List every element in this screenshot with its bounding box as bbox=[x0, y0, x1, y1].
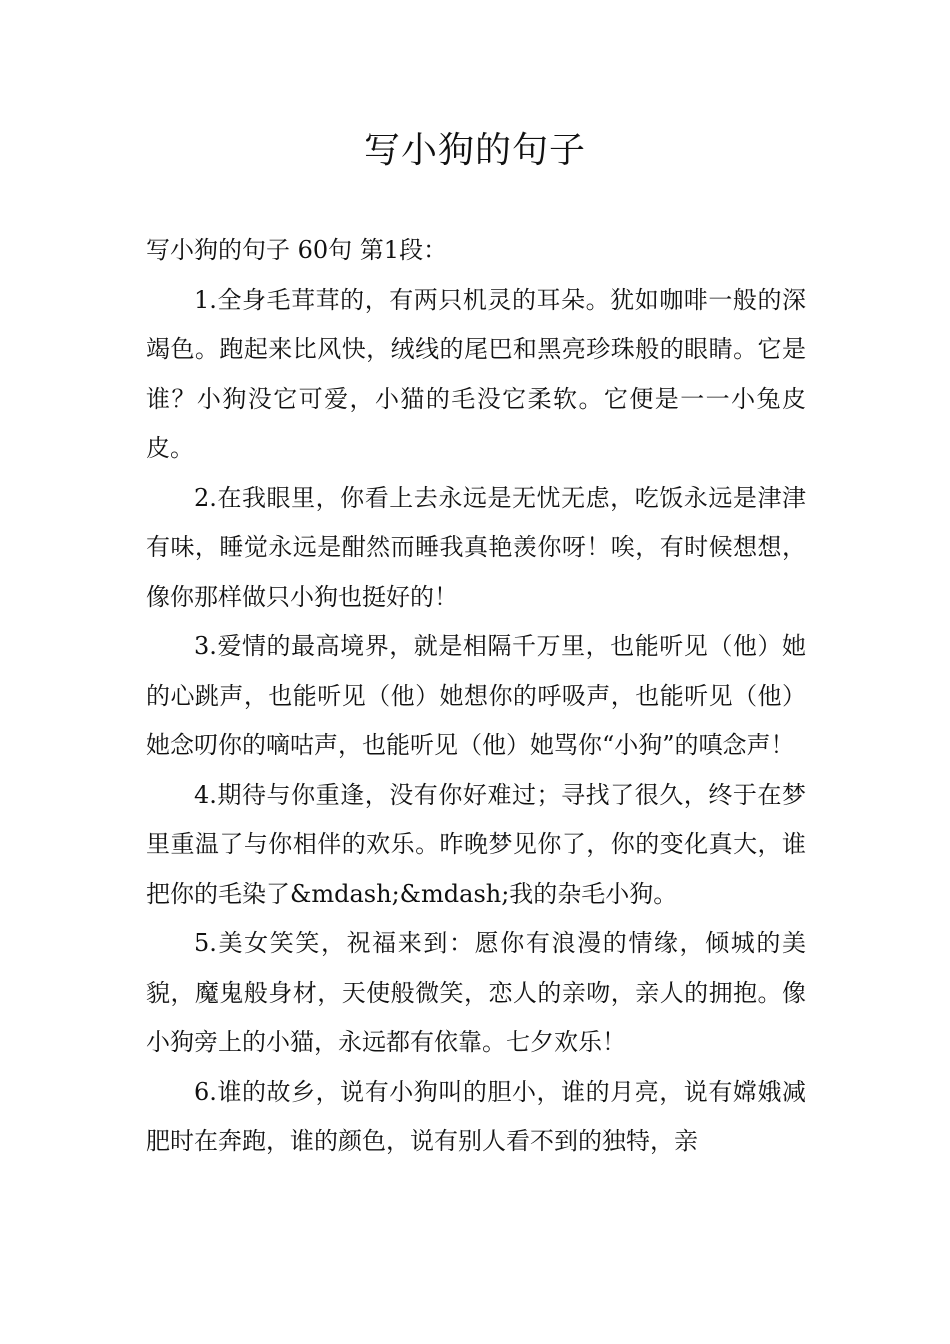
section-heading: 写小狗的句子 60句 第1段： bbox=[146, 236, 448, 264]
paragraph-6: 6.谁的故乡，说有小狗叫的胆小，谁的月亮，说有嫦娥减肥时在奔跑，谁的颜色，说有别人看不到的独特，亲 bbox=[146, 1077, 806, 1155]
document-title: 写小狗的句子 bbox=[363, 130, 586, 171]
document-body bbox=[146, 226, 806, 1167]
paragraph-2: 2.在我眼里，你看上去永远是无忧无虑，吃饭永远是津津有味，睡觉永远是酣然而睡我真艳羡你呀！唉，有时候想想，像你那样做只小狗也挺好的！ bbox=[146, 483, 806, 611]
paragraph-4: 4.期待与你重逢，没有你好难过；寻找了很久，终于在梦里重温了与你相伴的欢乐。昨晚梦见你了，你的变化真大，谁把你的毛染了&mdash;&mdash;我的杂毛小狗。 bbox=[146, 780, 806, 908]
paragraph-1: 1.全身毛茸茸的，有两只机灵的耳朵。犹如咖啡一般的深竭色。跑起来比风快，绒线的尾巴和黑亮珍珠般的眼睛。它是谁？小狗没它可爱，小猫的毛没它柔软。它便是一一小兔皮皮。 bbox=[146, 285, 806, 462]
paragraph-3: 3.爱情的最高境界，就是相隔千万里，也能听见（他）她的心跳声，也能听见（他）她想你的呼吸声，也能听见（他）她念叨你的嘀咕声，也能听见（他）她骂你“小狗”的嗔念声！ bbox=[146, 632, 806, 759]
paragraph-5: 5.美女笑笑，祝福来到：愿你有浪漫的情缘，倾城的美貌，魔鬼般身材，天使般微笑，恋人的亲吻，亲人的拥抱。像小狗旁上的小猫，永远都有依靠。七夕欢乐！ bbox=[146, 929, 806, 1056]
